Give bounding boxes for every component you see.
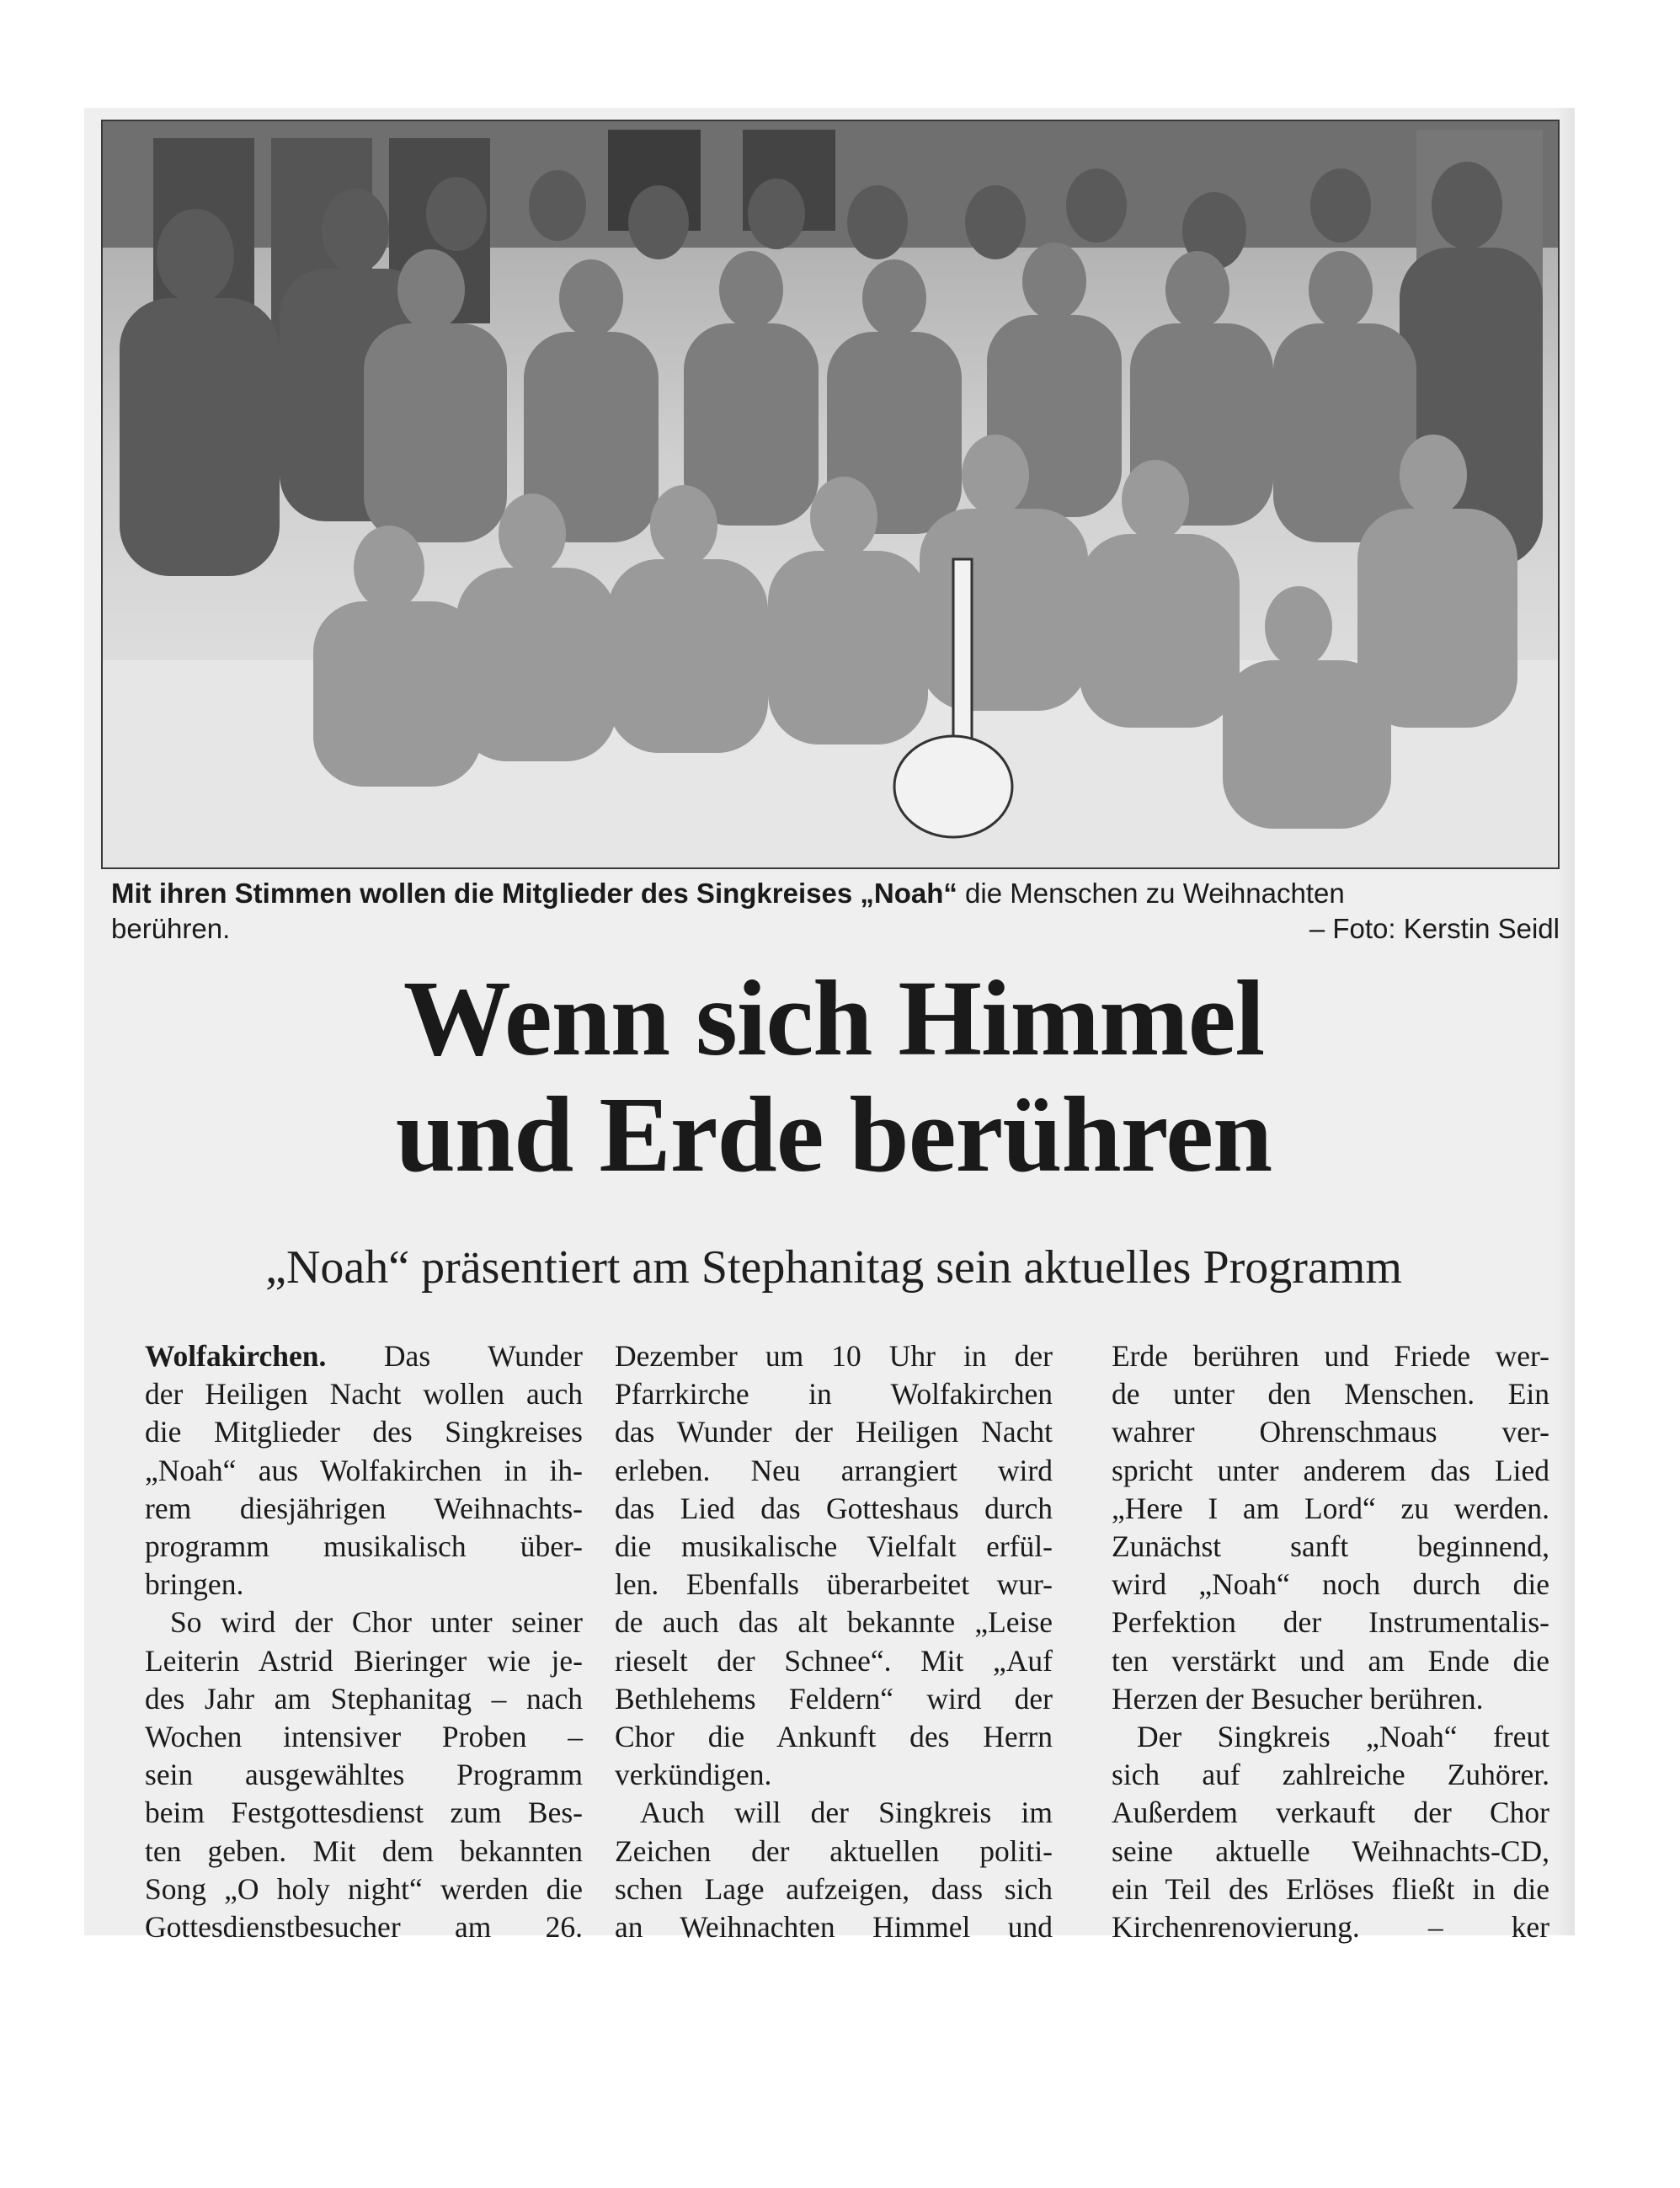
- article-line: Außerdem verkauft der Chor: [1112, 1796, 1549, 1830]
- article-line: de auch das alt bekannte „Leise: [615, 1605, 1053, 1640]
- article-line: das Wunder der Heiligen Nacht: [615, 1415, 1053, 1449]
- article-line: erleben. Neu arrangiert wird: [615, 1453, 1053, 1487]
- article-line: Kirchenrenovierung. – ker: [1112, 1910, 1549, 1945]
- photo-credit: – Foto: Kerstin Seidl: [1309, 913, 1560, 944]
- article-line: Bethlehems Feldern“ wird der: [615, 1681, 1053, 1716]
- article-line: schen Lage aufzeigen, dass sich: [615, 1871, 1053, 1906]
- article-line: das Lied das Gotteshaus durch: [615, 1491, 1053, 1525]
- dateline: Wolfakirchen.: [145, 1339, 327, 1373]
- article-line: Erde berühren und Friede wer-: [1112, 1339, 1549, 1373]
- article-line: Zeichen der aktuellen politi-: [615, 1833, 1053, 1868]
- article-line: ein Teil des Erlöses fließt in die: [1112, 1871, 1549, 1906]
- article-line: Herzen der Besucher berühren.: [1112, 1681, 1484, 1716]
- article-line: des Jahr am Stephanitag – nach: [145, 1681, 583, 1716]
- article-line: Song „O holy night“ werden die: [145, 1871, 583, 1906]
- caption-bold: Mit ihren Stimmen wollen die Mitglieder des Singkreises „Noah“: [111, 878, 957, 909]
- article-line: wird „Noah“ noch durch die: [1112, 1567, 1549, 1602]
- article-line: der Heiligen Nacht wollen auch: [145, 1377, 583, 1412]
- article-line: Auch will der Singkreis im: [640, 1796, 1053, 1830]
- article-line: rem diesjährigen Weihnachts-: [145, 1491, 583, 1525]
- headline-line1: Wenn sich Himmel: [403, 958, 1265, 1078]
- article-line: Pfarrkirche in Wolfakirchen: [615, 1377, 1053, 1412]
- article-line: sich auf zahlreiche Zuhörer.: [1112, 1758, 1549, 1792]
- article-line: Gottesdienstbesucher am 26.: [145, 1910, 583, 1945]
- article-line: Chor die Ankunft des Herrn: [615, 1720, 1053, 1754]
- article-column-1: [145, 1337, 583, 1946]
- caption-line2: berühren.: [111, 913, 231, 944]
- article-column-2: [615, 1337, 1053, 1946]
- article-line: die Mitglieder des Singkreises: [145, 1415, 583, 1449]
- article-line: Leiterin Astrid Bieringer wie je-: [145, 1643, 583, 1678]
- article-line: Dezember um 10 Uhr in der: [615, 1339, 1053, 1373]
- article-line: Wochen intensiver Proben –: [145, 1720, 583, 1754]
- article-line: rieselt der Schnee“. Mit „Auf: [615, 1643, 1053, 1678]
- article-line: sein ausgewähltes Programm: [145, 1758, 583, 1792]
- group-photo: [101, 120, 1560, 869]
- article-line: „Here I am Lord“ zu werden.: [1112, 1491, 1549, 1525]
- article-line: Der Singkreis „Noah“ freut: [1137, 1720, 1549, 1754]
- headline: [101, 960, 1566, 1193]
- caption-rest: die Menschen zu Weihnachten: [957, 878, 1345, 909]
- article-line: wahrer Ohrenschmaus ver-: [1112, 1415, 1549, 1449]
- article-line: bringen.: [145, 1567, 244, 1602]
- article-line: beim Festgottesdienst zum Bes-: [145, 1796, 583, 1830]
- article-line: an Weihnachten Himmel und: [615, 1910, 1053, 1945]
- article-line: programm musikalisch über-: [145, 1529, 583, 1564]
- article-line: spricht unter anderem das Lied: [1112, 1453, 1549, 1487]
- article-line: Zunächst sanft beginnend,: [1112, 1529, 1549, 1564]
- article-line: de unter den Menschen. Ein: [1112, 1377, 1549, 1412]
- article-line: len. Ebenfalls überarbeitet wur-: [615, 1567, 1053, 1602]
- headline-line2: und Erde berühren: [395, 1075, 1272, 1194]
- group-photo-icon: [103, 121, 1558, 867]
- subheadline: „Noah“ präsentiert am Stephanitag sein aktuelles Programm: [265, 1241, 1402, 1294]
- article-column-3: [1112, 1337, 1549, 1946]
- article-line: So wird der Chor unter seiner: [170, 1605, 583, 1640]
- article-line: Wolfakirchen. Das Wunder: [145, 1339, 583, 1373]
- article-line: verkündigen.: [615, 1758, 772, 1792]
- article-line: „Noah“ aus Wolfakirchen in ih-: [145, 1453, 583, 1487]
- article-line: ten geben. Mit dem bekannten: [145, 1833, 583, 1868]
- article-line: ten verstärkt und am Ende die: [1112, 1643, 1549, 1678]
- article-line: Perfektion der Instrumentalis-: [1112, 1605, 1549, 1640]
- article-line: seine aktuelle Weihnachts-CD,: [1112, 1833, 1549, 1868]
- article-line: die musikalische Vielfalt erfül-: [615, 1529, 1053, 1564]
- photo-caption: [111, 876, 1560, 947]
